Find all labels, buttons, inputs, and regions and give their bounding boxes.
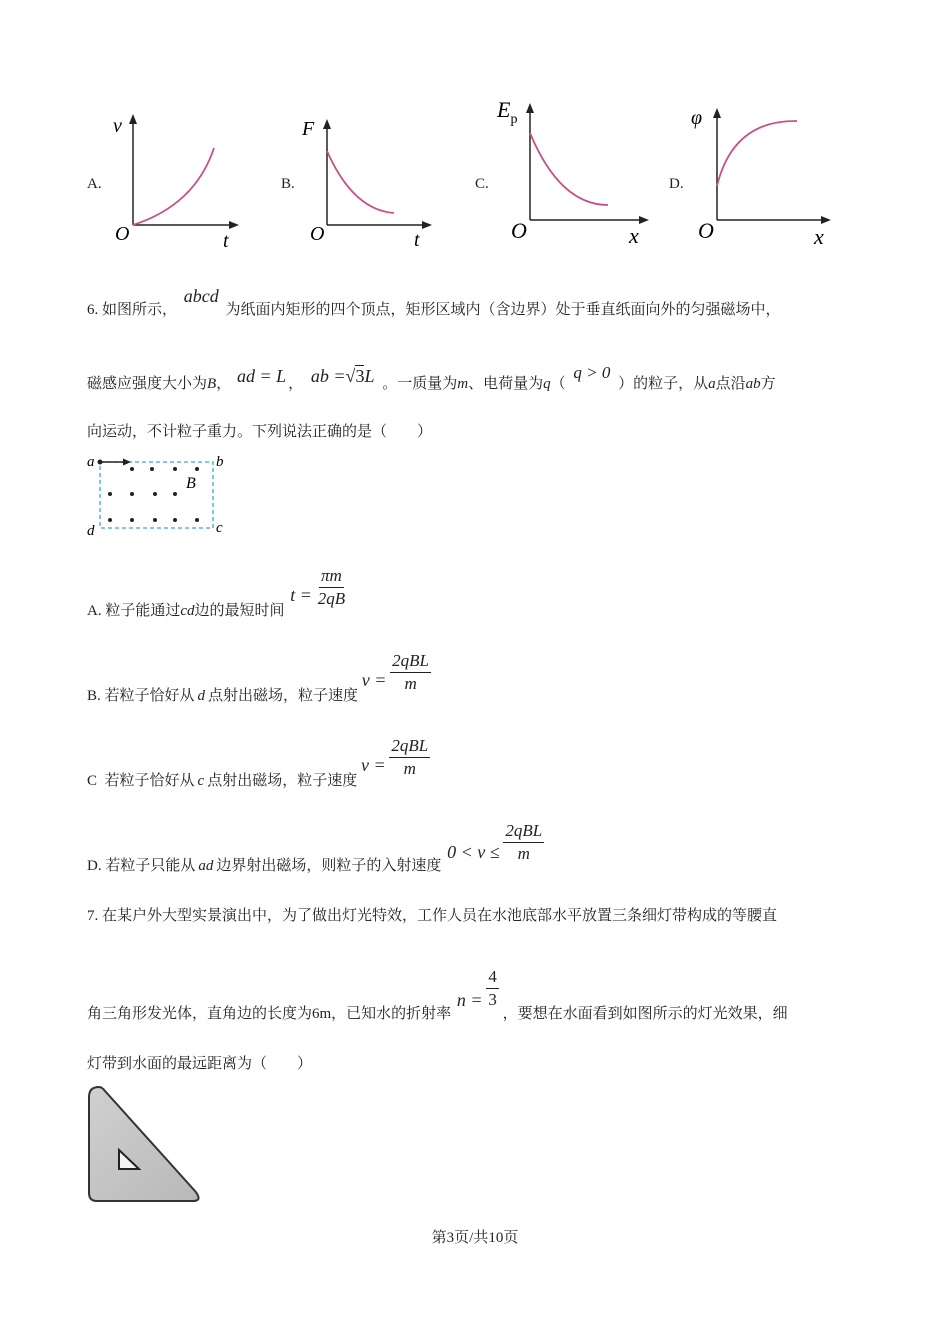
option-a-label: A. xyxy=(87,176,102,192)
q6-line-1 xyxy=(87,286,781,320)
graph-b xyxy=(298,115,448,255)
graph-d-curve xyxy=(717,121,797,186)
graph-b-y-label: F xyxy=(302,118,315,140)
q6-line-2: 磁感应强度大小为B， ad = L ， ab =√3L 。一质量为m、电荷量为q（ q > 0 ）的粒子，从a点沿ab方 xyxy=(87,363,776,392)
q6-b-fraction: $\frac{\text{2qBL}}{m}$ xyxy=(392,651,430,693)
graph-c-x-label: x xyxy=(629,223,639,248)
q7-line-2: 角三角形发光体，直角边的长度为6m，已知水的折射率 n = $\frac{4}{3}$ ，要想在水面看到如图所示的灯光效果，细 xyxy=(87,967,788,1022)
graph-d-y-arrow xyxy=(713,108,721,118)
graph-c-curve xyxy=(530,133,608,205)
q7-line-1: 7. 在某户外大型实景演出中，为了做出灯光特效，工作人员在水池底部水平放置三条细灯带构成的等腰直 xyxy=(87,908,778,924)
point-a-label: a xyxy=(87,454,95,470)
q6-q-cond: q > 0 xyxy=(573,363,611,382)
graph-a-origin: O xyxy=(115,223,130,245)
graph-b-x-label: t xyxy=(414,229,420,251)
q7-triangle-figure xyxy=(85,1083,210,1208)
q6-field-figure xyxy=(85,450,235,542)
graph-d-x-label: x xyxy=(814,224,824,249)
graph-d xyxy=(688,100,838,250)
point-d-label: d xyxy=(87,523,95,539)
q6-option-c: C 若粒子恰好从 c 点射出磁场，粒子速度 v = $\frac{\text{2qBL}}{m}$ xyxy=(87,736,429,789)
graph-a-x-label: t xyxy=(223,230,229,252)
option-c-label: C. xyxy=(475,176,489,192)
velocity-arrowhead xyxy=(123,459,131,466)
graph-options-row xyxy=(0,90,950,260)
graph-d-origin: O xyxy=(698,218,714,243)
option-b-label: B. xyxy=(281,176,295,192)
point-c-label: c xyxy=(216,520,223,536)
q7-line-3: 灯带到水面的最远距离为（ ） xyxy=(87,1056,313,1072)
page-footer: 第3页/共10页 xyxy=(431,1230,519,1246)
graph-a-y-label: v xyxy=(113,115,122,137)
q6-option-b: B. 若粒子恰好从 d 点射出磁场，粒子速度 v = $\frac{\text{2qBL}}{m}$ xyxy=(87,651,430,704)
q6-line-3: 向运动，不计粒子重力。下列说法正确的是（ ） xyxy=(87,424,433,440)
q6-a-fraction: $\frac{\pi m}{2qB}$ xyxy=(317,566,346,608)
outer-triangle xyxy=(89,1087,199,1201)
graph-d-y-label: φ xyxy=(691,107,703,129)
q7-n-fraction: $\frac{4}{3}$ xyxy=(488,967,497,1009)
graph-b-x-arrow xyxy=(422,221,432,229)
graph-b-curve xyxy=(327,151,394,213)
point-b-label: b xyxy=(216,454,224,470)
graph-a xyxy=(105,110,255,255)
q6-ab-eq: ab =√3L xyxy=(310,366,375,386)
graph-a-curve xyxy=(133,148,214,225)
q6-abcd: abcd xyxy=(183,286,219,306)
graph-c-y-label: $E_p$ xyxy=(497,97,518,127)
graph-a-y-arrow xyxy=(129,114,137,124)
field-B-label: B xyxy=(186,475,196,492)
q6-intro: 6. 如图所示， xyxy=(87,302,178,318)
q6-intro-rest: 为纸面内矩形的四个顶点，矩形区域内（含边界）处于垂直纸面向外的匀强磁场中， xyxy=(225,302,781,318)
q6-option-d: D. 若粒子只能从 ad 边界射出磁场，则粒子的入射速度 0 < v ≤ $\frac{\text{2qBL}}{m}$ xyxy=(87,821,543,874)
graph-c xyxy=(495,95,655,250)
q6-d-fraction: $\frac{\text{2qBL}}{m}$ xyxy=(505,821,543,863)
graph-c-origin: O xyxy=(511,218,527,243)
graph-b-y-arrow xyxy=(323,119,331,129)
graph-a-x-arrow xyxy=(229,221,239,229)
option-d-label: D. xyxy=(669,176,684,192)
graph-c-x-arrow xyxy=(639,216,649,224)
graph-c-y-arrow xyxy=(526,103,534,113)
q6-ad-eq: ad = L xyxy=(236,366,287,386)
graph-b-origin: O xyxy=(310,223,325,245)
q6-option-a: A. 粒子能通过cd边的最短时间 t = $\frac{\pi m}{2qB}$ xyxy=(87,566,346,619)
graph-d-x-arrow xyxy=(821,216,831,224)
q6-c-fraction: $\frac{\text{2qBL}}{m}$ xyxy=(391,736,429,778)
